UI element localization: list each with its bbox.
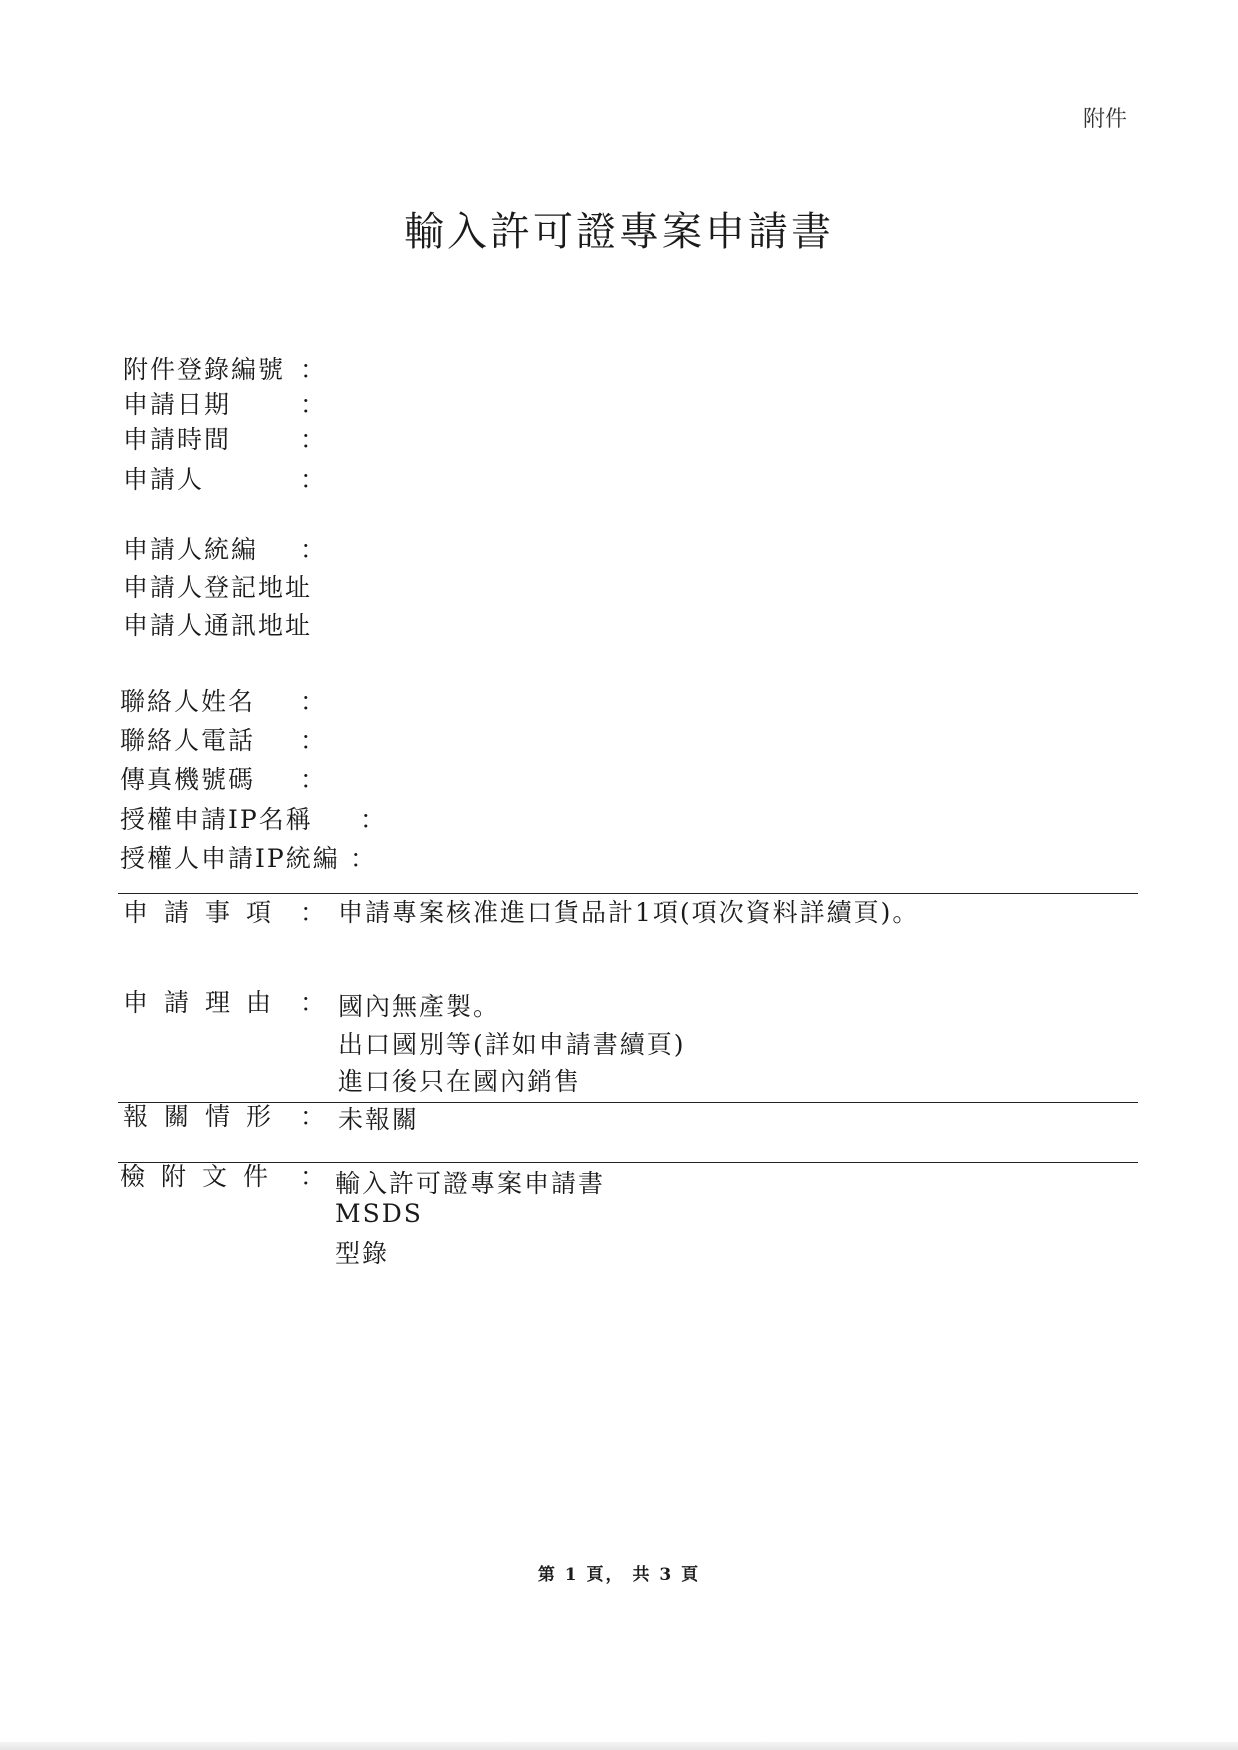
page-number: 第 1 頁， 共 3 頁 xyxy=(537,1565,701,1585)
field-colon: ： xyxy=(300,355,326,384)
page-title: 輸入許可證專案申請書 xyxy=(404,209,834,255)
section-label-customs-status: 報關情形 xyxy=(123,1102,288,1131)
reason-line: 進口後只在國內銷售 xyxy=(338,1067,582,1096)
reason-line: 國內無產製。 xyxy=(338,992,501,1021)
attachment-tag: 附件 xyxy=(1083,107,1128,132)
reason-line: 出口國別等(詳如申請書續頁) xyxy=(338,1030,686,1059)
field-label-applicant-tax-id: 申請人統編 xyxy=(123,535,259,564)
field-label-registered-address: 申請人登記地址 xyxy=(123,573,313,602)
field-label-contact-name: 聯絡人姓名 xyxy=(120,687,256,716)
section-label-application-reason: 申請理由 xyxy=(123,988,288,1017)
field-label-application-time: 申請時間 xyxy=(123,425,232,454)
field-label-application-date: 申請日期 xyxy=(123,390,232,419)
field-colon: ： xyxy=(300,765,326,794)
field-label-contact-phone: 聯絡人電話 xyxy=(120,726,256,755)
field-colon: ： xyxy=(300,726,326,755)
field-colon: ： xyxy=(360,805,386,834)
section-colon: ： xyxy=(300,988,326,1017)
field-label-authorized-ip-tax-id: 授權人申請IP統編 xyxy=(120,844,340,873)
field-colon: ： xyxy=(300,390,326,419)
section-colon: ： xyxy=(300,1102,326,1131)
field-colon: ： xyxy=(300,535,326,564)
section-label-application-item: 申請事項 xyxy=(123,898,288,927)
attached-document-item: 型錄 xyxy=(335,1239,390,1268)
field-label-applicant: 申請人 xyxy=(123,465,205,494)
field-label-fax-number: 傳真機號碼 xyxy=(120,765,256,794)
field-label-authorized-ip-name: 授權申請IP名稱 xyxy=(120,805,313,834)
field-label-attachment-reg-no: 附件登錄編號 xyxy=(123,355,286,384)
field-colon: ： xyxy=(300,425,326,454)
field-colon: ： xyxy=(350,844,376,873)
section-label-attached-documents: 檢附文件 xyxy=(120,1162,285,1191)
field-label-mailing-address: 申請人通訊地址 xyxy=(123,611,313,640)
field-colon: ： xyxy=(300,687,326,716)
section-colon: ： xyxy=(300,1162,326,1191)
application-item-text: 申請專案核准進口貨品計1項(項次資料詳續頁)。 xyxy=(338,898,920,927)
customs-status-text: 未報關 xyxy=(338,1105,420,1134)
attached-document-item: 輸入許可證專案申請書 xyxy=(335,1169,606,1198)
section-colon: ： xyxy=(300,898,326,927)
field-colon: ： xyxy=(300,465,326,494)
scan-edge xyxy=(0,1742,1238,1750)
attached-document-item: MSDS xyxy=(335,1199,423,1228)
